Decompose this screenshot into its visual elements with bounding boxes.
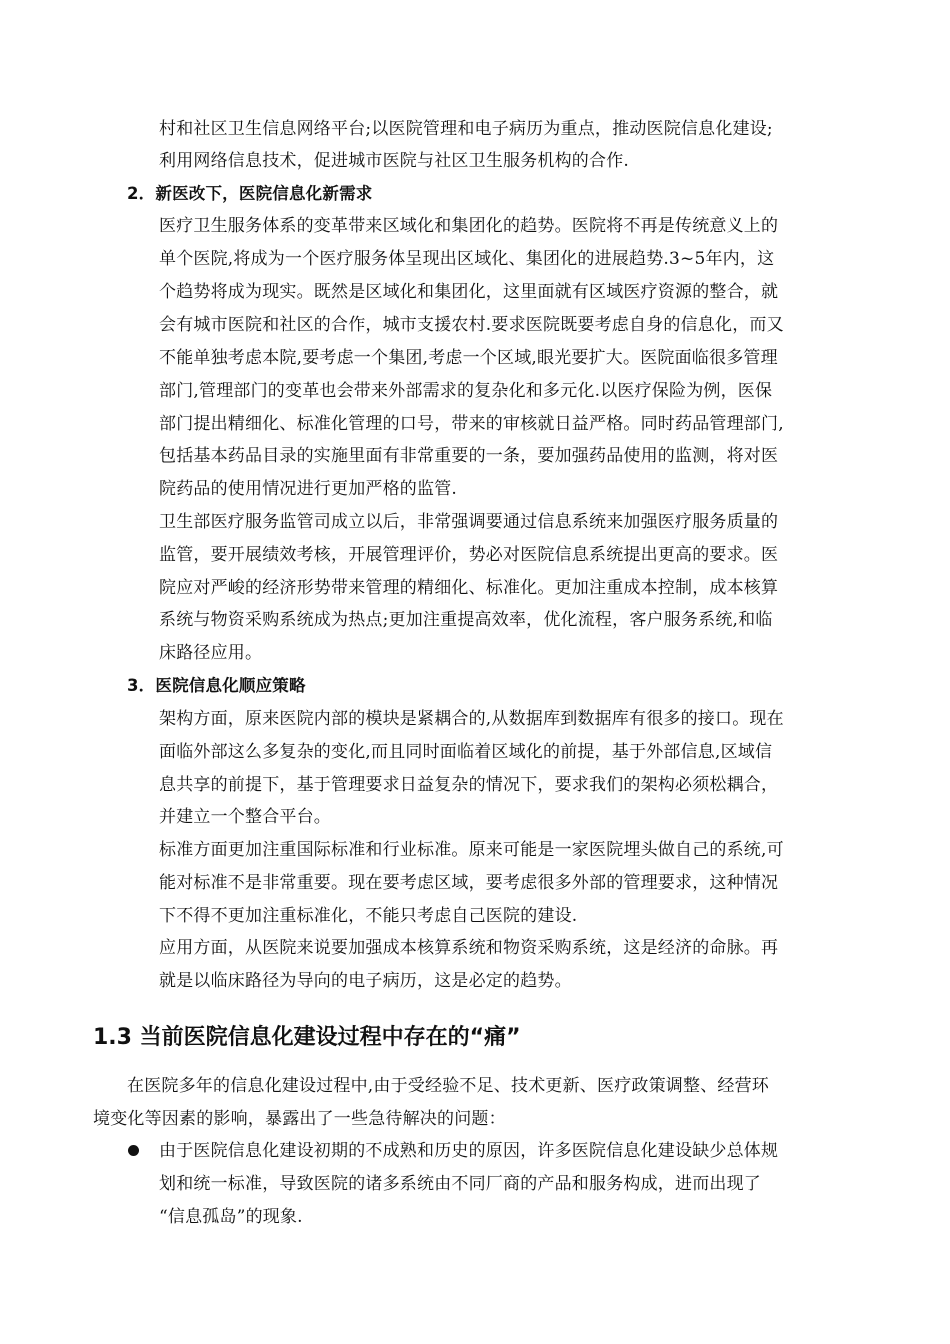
section-title-1-3: 1.3 当前医院信息化建设过程中存在的“痛” <box>93 1025 521 1050</box>
body-line: 个趋势将成为现实。既然是区域化和集团化，这里面就有区域医疗资源的整合，就 <box>159 282 779 302</box>
bullet-line: “信息孤岛”的现象. <box>159 1207 303 1227</box>
body-line: 院应对严峻的经济形势带来管理的精细化、标准化。更加注重成本控制，成本核算 <box>159 578 779 598</box>
body-line: 村和社区卫生信息网络平台;以医院管理和电子病历为重点，推动医院信息化建设; <box>159 119 773 139</box>
body-line: 包括基本药品目录的实施里面有非常重要的一条，要加强药品使用的监测，将对医 <box>159 446 779 466</box>
body-line: 面临外部这么多复杂的变化,而且同时面临着区域化的前提，基于外部信息,区域信 <box>159 742 773 762</box>
body-line: 床路径应用。 <box>159 643 263 663</box>
body-line: 能对标准不是非常重要。现在要考虑区域，要考虑很多外部的管理要求，这种情况 <box>159 873 779 893</box>
body-line: 部门,管理部门的变革也会带来外部需求的复杂化和多元化.以医疗保险为例，医保 <box>159 381 773 401</box>
body-line: 系统与物资采购系统成为热点;更加注重提高效率，优化流程，客户服务系统,和临 <box>159 610 773 630</box>
body-line: 并建立一个整合平台。 <box>159 807 331 827</box>
body-line: 部门提出精细化、标准化管理的口号，带来的审核就日益严格。同时药品管理部门, <box>159 414 784 434</box>
body-line: 在医院多年的信息化建设过程中,由于受经验不足、技术更新、医疗政策调整、经营环 <box>127 1076 770 1096</box>
body-line: 会有城市医院和社区的合作，城市支援农村.要求医院既要考虑自身的信息化，而又 <box>159 315 784 335</box>
body-line: 标准方面更加注重国际标准和行业标准。原来可能是一家医院埋头做自己的系统,可 <box>159 840 784 860</box>
bullet-line: 由于医院信息化建设初期的不成熟和历史的原因，许多医院信息化建设缺少总体规 <box>159 1141 779 1161</box>
bullet-dot-icon <box>128 1145 139 1156</box>
body-line: 架构方面，原来医院内部的模块是紧耦合的,从数据库到数据库有很多的接口。现在 <box>159 709 784 729</box>
body-line: 监管，要开展绩效考核，开展管理评价，势必对医院信息系统提出更高的要求。医 <box>159 545 779 565</box>
body-line: 医疗卫生服务体系的变革带来区域化和集团化的趋势。医院将不再是传统意义上的 <box>159 216 779 236</box>
body-line: 利用网络信息技术，促进城市医院与社区卫生服务机构的合作. <box>159 151 630 171</box>
body-line: 不能单独考虑本院,要考虑一个集团,考虑一个区域,眼光要扩大。医院面临很多管理 <box>159 348 778 368</box>
body-line: 息共享的前提下，基于管理要求日益复杂的情况下，要求我们的架构必须松耦合， <box>159 775 779 795</box>
body-line: 卫生部医疗服务监管司成立以后，非常强调要通过信息系统来加强医疗服务质量的 <box>159 512 779 532</box>
section-heading-2: 2．新医改下，医院信息化新需求 <box>127 184 373 203</box>
body-line: 境变化等因素的影响，暴露出了一些急待解决的问题： <box>93 1109 506 1129</box>
bullet-line: 划和统一标准，导致医院的诸多系统由不同厂商的产品和服务构成，进而出现了 <box>159 1174 761 1194</box>
body-line: 就是以临床路径为导向的电子病历，这是必定的趋势。 <box>159 971 572 991</box>
body-line: 应用方面，从医院来说要加强成本核算系统和物资采购系统，这是经济的命脉。再 <box>159 938 779 958</box>
body-line: 下不得不更加注重标准化，不能只考虑自己医院的建设. <box>159 906 578 926</box>
body-line: 单个医院,将成为一个医疗服务体呈现出区域化、集团化的进展趋势.3~5年内，这 <box>159 249 775 269</box>
body-line: 院药品的使用情况进行更加严格的监管. <box>159 479 458 499</box>
section-heading-3: 3．医院信息化顺应策略 <box>127 676 306 695</box>
